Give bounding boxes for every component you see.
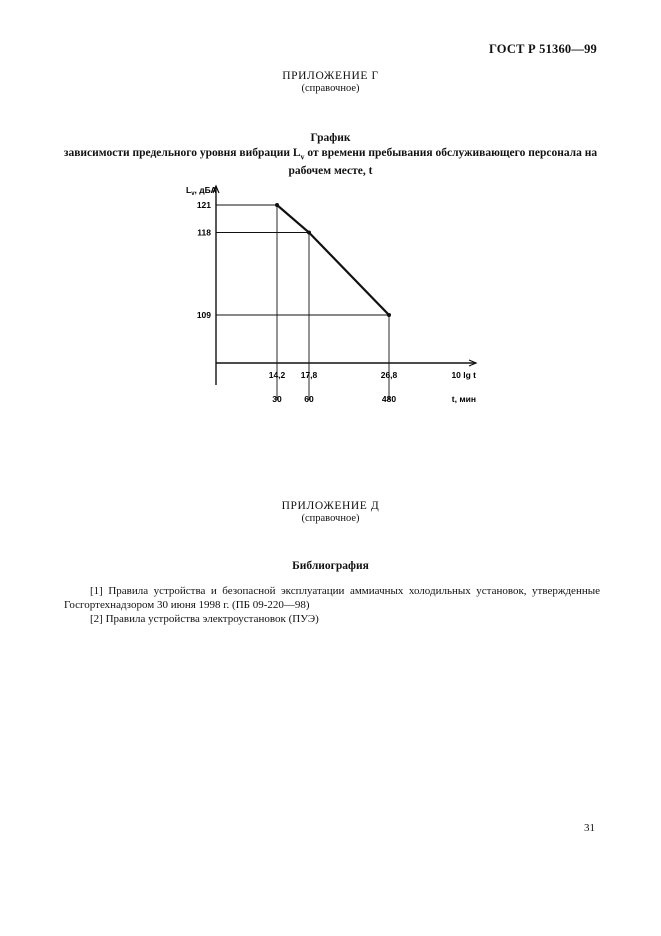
y-tick-label: 109	[196, 310, 211, 320]
data-point	[275, 203, 279, 207]
x-log-tick-label: 17,8	[300, 370, 318, 380]
figure-title-line2-post: от времени пребывания обслуживающего персонала на	[304, 147, 598, 159]
x-time-tick-label: 60	[304, 394, 314, 404]
bibliography-item-1-line1: [1] Правила устройства и безопасной эксплуатации аммиачных холодильных установок, утвержденные	[90, 585, 600, 597]
bibliography-item-2: [2] Правила устройства электроустановок (ПУЭ)	[90, 613, 319, 625]
appendix-d-subtitle: (справочное)	[301, 513, 360, 524]
x-log-axis-label: 10 lg t	[451, 370, 476, 380]
document-code: ГОСТ Р 51360—99	[488, 42, 597, 56]
data-point	[307, 231, 311, 235]
figure-title-line2-pre: зависимости предельного уровня вибрации L	[63, 147, 301, 159]
y-axis-label: $L_v$, дБА	[186, 185, 217, 197]
x-time-tick-label: 480	[381, 394, 397, 404]
x-time-tick-label: 30	[272, 394, 282, 404]
series-line	[277, 205, 389, 315]
figure-title-line2-sub: v	[300, 152, 305, 162]
appendix-g-subtitle: (справочное)	[301, 83, 360, 94]
x-log-tick-label: 14,2	[268, 370, 286, 380]
x-time-axis-label: t, мин	[451, 394, 476, 404]
appendix-d-title: ПРИЛОЖЕНИЕ Д	[281, 500, 380, 512]
chart-layer	[186, 185, 476, 404]
figure-title-line3: рабочем месте, t	[288, 165, 373, 178]
figure-title-line1: График	[310, 132, 351, 144]
page-number: 31	[584, 822, 595, 834]
bibliography-item-1	[64, 584, 600, 612]
data-point	[387, 313, 391, 317]
bibliography-title: Библиография	[292, 560, 369, 572]
y-tick-label: 121	[196, 200, 211, 210]
x-log-tick-label: 26,8	[380, 370, 398, 380]
y-tick-label: 118	[197, 227, 211, 238]
appendix-g-title: ПРИЛОЖЕНИЕ Г	[282, 70, 379, 82]
bibliography-item-1-line2: Госгортехнадзором 30 июня 1998 г. (ПБ 09-220—98)	[64, 599, 310, 611]
